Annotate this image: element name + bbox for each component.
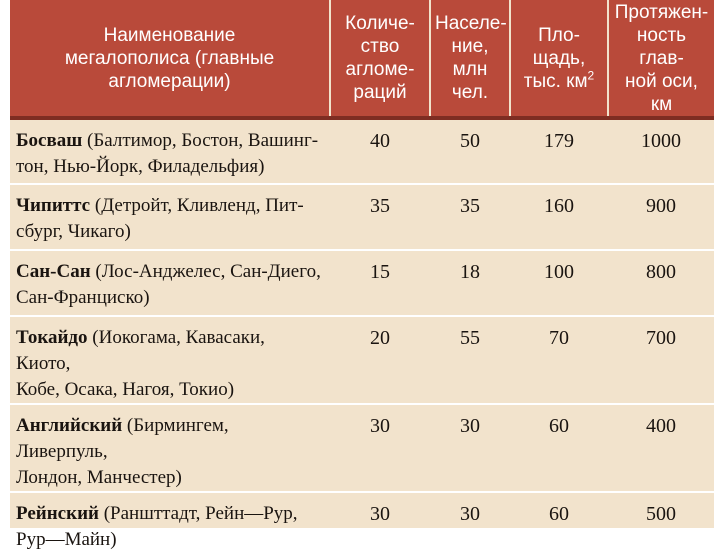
area-cell: 179 — [544, 130, 574, 152]
main-agglomerations-list: (Раншттадт, Рейн—Рур, Рур—Майн) — [16, 503, 298, 550]
population-cell: 35 — [460, 195, 480, 217]
population-cell: 18 — [460, 261, 480, 283]
main-agglomerations-list: (Балтимор, Бостон, Вашинг- тон, Нью-Йорк, Филадельфия) — [16, 130, 319, 177]
megalopolis-table-container — [10, 0, 714, 550]
table-row — [10, 250, 714, 316]
main-agglomerations-list: (Иокогама, Кавасаки, Киото, Кобе, Осака, Нагоя, Токио) — [16, 327, 265, 400]
megalopolis-name-cell — [10, 250, 330, 316]
area-cell: 60 — [549, 503, 569, 525]
population-cell: 55 — [460, 327, 480, 349]
agglomeration-count-cell: 40 — [370, 130, 390, 152]
agglomeration-count-cell: 15 — [370, 261, 390, 283]
axis-length-cell: 700 — [646, 327, 676, 349]
axis-length-cell: 1000 — [641, 130, 681, 152]
megalopolis-name: Английский — [16, 415, 123, 436]
megalopolis-table — [10, 0, 714, 558]
header-axis-length: Протяжен- ность глав- ной оси, км — [608, 0, 714, 118]
megalopolis-name: Сан-Сан — [16, 261, 91, 282]
table-header — [10, 0, 714, 118]
megalopolis-name-cell — [10, 492, 330, 558]
megalopolis-name: Токайдо — [16, 327, 88, 348]
main-agglomerations-list: (Бирмингем, Ливерпуль, Лондон, Манчестер) — [16, 415, 229, 488]
megalopolis-name: Чипиттс — [16, 195, 91, 216]
table-row — [10, 184, 714, 250]
agglomeration-count-cell: 20 — [370, 327, 390, 349]
header-name: Наименование мегалополиса (главные агломерации) — [10, 0, 330, 118]
table-row — [10, 492, 714, 558]
header-agglomerations: Количе- ство агломе- раций — [330, 0, 430, 118]
header-area-superscript: 2 — [587, 68, 595, 83]
axis-length-cell: 500 — [646, 503, 676, 525]
population-cell: 50 — [460, 130, 480, 152]
header-population: Населе- ние, млн чел. — [430, 0, 510, 118]
population-cell: 30 — [460, 503, 480, 525]
megalopolis-name-cell — [10, 316, 330, 404]
main-agglomerations-list: (Детройт, Кливленд, Пит- сбург, Чикаго) — [16, 195, 304, 242]
population-cell: 30 — [460, 415, 480, 437]
agglomeration-count-cell: 30 — [370, 503, 390, 525]
axis-length-cell: 800 — [646, 261, 676, 283]
megalopolis-name-cell — [10, 404, 330, 492]
agglomeration-count-cell: 30 — [370, 415, 390, 437]
area-cell: 100 — [544, 261, 574, 283]
megalopolis-name-cell — [10, 118, 330, 184]
area-cell: 70 — [549, 327, 569, 349]
megalopolis-name: Рейнский — [16, 503, 99, 524]
area-cell: 60 — [549, 415, 569, 437]
agglomeration-count-cell: 35 — [370, 195, 390, 217]
megalopolis-name: Босваш — [16, 130, 83, 151]
table-body — [10, 118, 714, 558]
axis-length-cell: 900 — [646, 195, 676, 217]
table-row — [10, 404, 714, 492]
axis-length-cell: 400 — [646, 415, 676, 437]
area-cell: 160 — [544, 195, 574, 217]
table-row — [10, 316, 714, 404]
megalopolis-name-cell — [10, 184, 330, 250]
header-area — [510, 0, 608, 118]
header-area-label: Пло- щадь, тыс. км — [523, 24, 588, 92]
table-row — [10, 118, 714, 184]
main-agglomerations-list: (Лос-Анджелес, Сан-Диего, Сан-Франциско) — [16, 261, 321, 308]
header-row — [10, 0, 714, 118]
